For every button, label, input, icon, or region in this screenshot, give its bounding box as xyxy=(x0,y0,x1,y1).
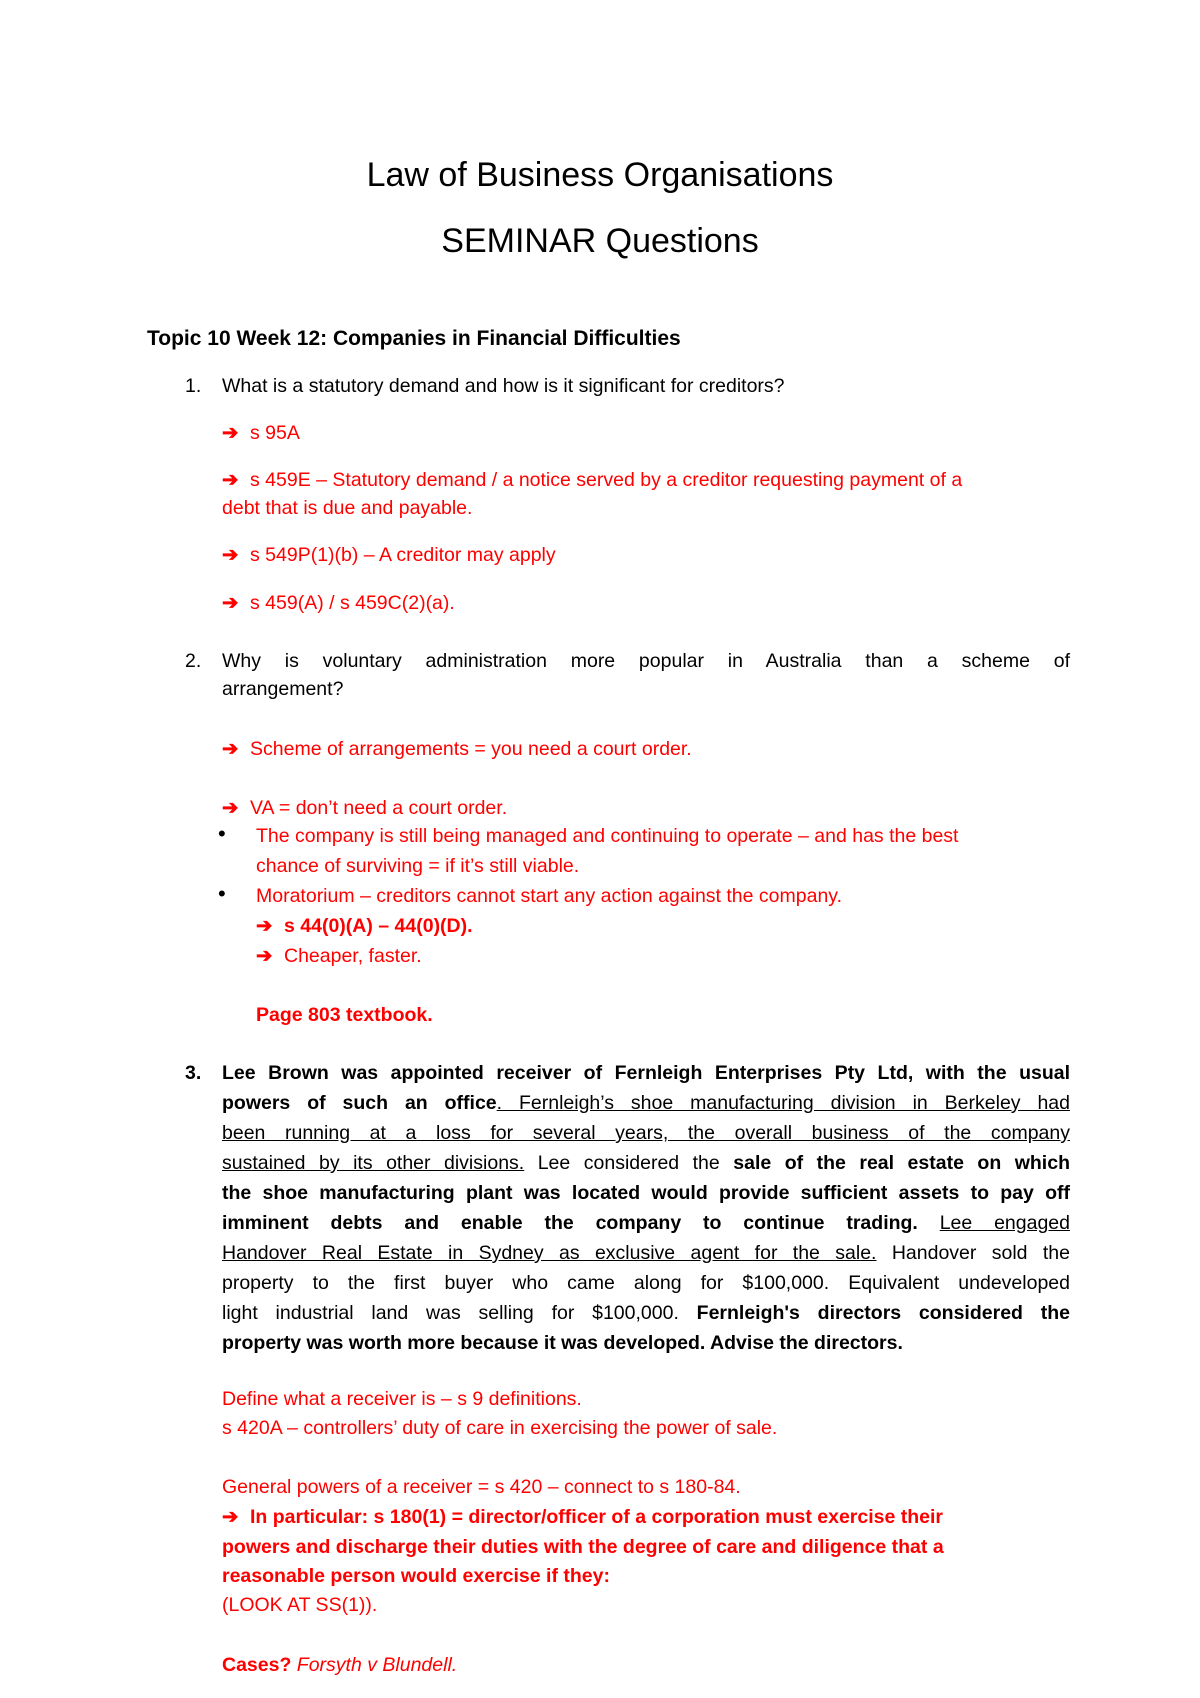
arrow-icon: ➔ xyxy=(222,544,239,566)
document-title: Law of Business Organisations xyxy=(366,156,834,194)
question-text: What is a statutory demand and how is it significant for creditors? xyxy=(222,375,785,397)
question-line: light industrial land was selling for $100,000. Fernleigh's directors considered the xyxy=(222,1302,1070,1324)
topic-heading: Topic 10 Week 12: Companies in Financial Difficulties xyxy=(147,327,681,350)
answer-line: ➔ VA = don’t need a court order. xyxy=(222,797,508,819)
answer-line: ➔ In particular: s 180(1) = director/officer of a corporation must exercise their xyxy=(222,1506,944,1528)
sub-answer: ➔ Cheaper, faster. xyxy=(256,945,422,967)
answer-line: General powers of a receiver = s 420 – connect to s 180-84. xyxy=(222,1476,741,1498)
answer-line: (LOOK AT SS(1)). xyxy=(222,1594,378,1616)
bullet-icon: • xyxy=(218,821,226,846)
question-line: Handover Real Estate in Sydney as exclusive agent for the sale. Handover sold the xyxy=(222,1242,1070,1264)
question-line: the shoe manufacturing plant was located would provide sufficient assets to pay off xyxy=(222,1182,1070,1204)
question-number: 1. xyxy=(185,375,202,397)
question-text: Why is voluntary administration more popular in Australia than a scheme of xyxy=(222,650,1070,672)
question-line: Lee Brown was appointed receiver of Fernleigh Enterprises Pty Ltd, with the usual xyxy=(222,1062,1070,1084)
arrow-icon: ➔ xyxy=(222,422,239,444)
question-line: property to the first buyer who came along for $100,000. Equivalent undeveloped xyxy=(222,1272,1070,1294)
answer-line: s 420A – controllers’ duty of care in exercising the power of sale. xyxy=(222,1417,778,1439)
answer-line: ➔ s 459(A) / s 459C(2)(a). xyxy=(222,592,455,614)
answer-line: ➔ s 95A xyxy=(222,422,300,444)
cases-line: Cases? Forsyth v Blundell. xyxy=(222,1654,458,1676)
answer-line: ➔ Scheme of arrangements = you need a court order. xyxy=(222,738,692,760)
answer-line: ➔ s 459E – Statutory demand / a notice served by a creditor requesting payment of a xyxy=(222,469,963,491)
document-subtitle: SEMINAR Questions xyxy=(441,222,759,260)
question-text: arrangement? xyxy=(222,678,344,700)
answer-line: ➔ s 549P(1)(b) – A creditor may apply xyxy=(222,544,556,566)
question-line: sustained by its other divisions. Lee considered the sale of the real estate on which xyxy=(222,1152,1070,1174)
bullet-icon: • xyxy=(218,881,226,906)
textbook-reference: Page 803 textbook. xyxy=(256,1004,433,1026)
bullet-text: Moratorium – creditors cannot start any action against the company. xyxy=(256,885,843,907)
arrow-icon: ➔ xyxy=(222,738,239,760)
arrow-icon: ➔ xyxy=(222,592,239,614)
arrow-icon: ➔ xyxy=(222,469,239,491)
question-line: powers of such an office. Fernleigh’s shoe manufacturing division in Berkeley had xyxy=(222,1092,1070,1114)
bullet-text: chance of surviving = if it’s still viable. xyxy=(256,855,580,877)
answer-line: reasonable person would exercise if they: xyxy=(222,1565,610,1587)
arrow-icon: ➔ xyxy=(222,797,239,819)
arrow-icon: ➔ xyxy=(256,915,273,937)
question-line: been running at a loss for several years, the overall business of the company xyxy=(222,1122,1070,1144)
answer-line: debt that is due and payable. xyxy=(222,497,473,519)
answer-line: powers and discharge their duties with the degree of care and diligence that a xyxy=(222,1536,944,1558)
question-number: 3. xyxy=(185,1062,202,1084)
arrow-icon: ➔ xyxy=(222,1506,239,1528)
question-number: 2. xyxy=(185,650,202,672)
question-line: property was worth more because it was developed. Advise the directors. xyxy=(222,1332,903,1354)
arrow-icon: ➔ xyxy=(256,945,273,967)
sub-answer: ➔ s 44(0)(A) – 44(0)(D). xyxy=(256,915,473,937)
bullet-text: The company is still being managed and continuing to operate – and has the best xyxy=(256,825,959,847)
question-line: imminent debts and enable the company to continue trading. Lee engaged xyxy=(222,1212,1070,1234)
answer-line: Define what a receiver is – s 9 definitions. xyxy=(222,1388,582,1410)
